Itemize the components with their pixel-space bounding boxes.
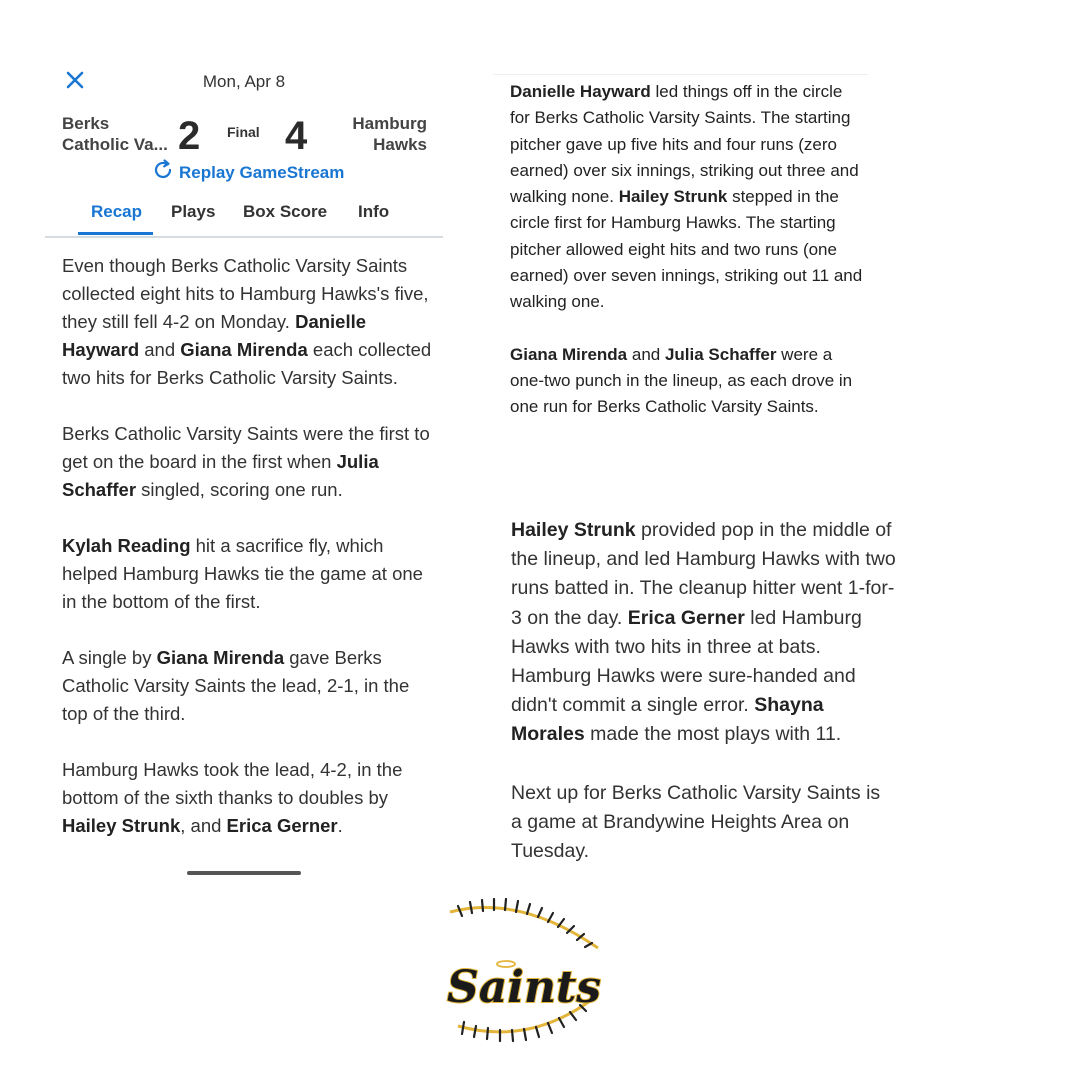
logo-text: Saints <box>446 962 602 1013</box>
divider <box>493 74 868 75</box>
away-team-name[interactable] <box>62 113 168 155</box>
recap-paragraph: Berks Catholic Varsity Saints were the first to get on the board in the first when Julia Schaffer singled, scoring one run. <box>62 423 430 500</box>
tab-plays[interactable]: Plays <box>171 202 216 221</box>
recap-article-left <box>62 252 434 868</box>
tab-recap[interactable]: Recap <box>91 202 143 221</box>
home-team-name[interactable] <box>352 113 427 155</box>
away-team-line2: Catholic Va... <box>62 135 168 154</box>
home-team-line2: Hawks <box>373 135 427 154</box>
recap-paragraph: Even though Berks Catholic Varsity Saints collected eight hits to Hamburg Hawks's five, they still fell 4-2 on Monday. Danielle Hayward and Giana Mirenda each collected two hits for Berks Catholic Varsity Saints. <box>62 255 432 388</box>
away-score: 2 <box>178 114 201 158</box>
recap-paragraph: Danielle Hayward led things off in the circle for Berks Catholic Varsity Saints. The starting pitcher gave up five hits and four runs (zero earned) over six innings, striking out three and walking none. Hailey Strunk stepped in the circle first for Hamburg Hawks. The starting pitcher allowed eight hits and two runs (one earned) over seven innings, striking out 11 and walking one. <box>510 82 863 312</box>
recap-paragraph: Kylah Reading hit a sacrifice fly, which helped Hamburg Hawks tie the game at one in the bottom of the first. <box>62 535 423 612</box>
home-score: 4 <box>285 114 308 158</box>
recap-paragraph: A single by Giana Mirenda gave Berks Catholic Varsity Saints the lead, 2-1, in the top of the third. <box>62 647 410 724</box>
away-team-line1: Berks <box>62 114 110 133</box>
recap-paragraph: Hamburg Hawks took the lead, 4-2, in the bottom of the sixth thanks to doubles by Hailey Strunk, and Erica Gerner. <box>62 759 403 836</box>
saints-logo <box>440 898 604 1048</box>
game-status: Final <box>227 124 260 140</box>
recap-paragraph: Next up for Berks Catholic Varsity Saints is a game at Brandywine Heights Area on Tuesday. <box>511 781 881 863</box>
recap-paragraph: Hailey Strunk provided pop in the middle of the lineup, and led Hamburg Hawks with two runs batted in. The cleanup hitter went 1-for-3 on the day. Erica Gerner led Hamburg Hawks with two hits in three at bats. Hamburg Hawks were sure-handed and didn't commit a single error. Shayna Morales made the most plays with 11. <box>511 519 896 746</box>
tab-info[interactable]: Info <box>358 202 390 221</box>
game-date: Mon, Apr 8 <box>202 72 286 91</box>
tab-box-score[interactable]: Box Score <box>243 202 328 221</box>
recap-article-right-bottom <box>511 516 896 895</box>
replay-label: Replay GameStream <box>179 162 345 182</box>
recap-article-right-top <box>510 79 865 447</box>
baseball-seams-logo <box>440 898 604 1048</box>
refresh-icon <box>151 158 175 187</box>
home-indicator-bar[interactable] <box>187 871 301 875</box>
active-tab-indicator <box>78 232 153 235</box>
recap-paragraph: Giana Mirenda and Julia Schaffer were a one-two punch in the lineup, as each drove in one run for Berks Catholic Varsity Saints. <box>510 344 853 417</box>
replay-gamestream-button[interactable] <box>151 158 344 187</box>
home-team-line1: Hamburg <box>352 114 427 133</box>
recap-screenshot-left <box>45 60 443 880</box>
